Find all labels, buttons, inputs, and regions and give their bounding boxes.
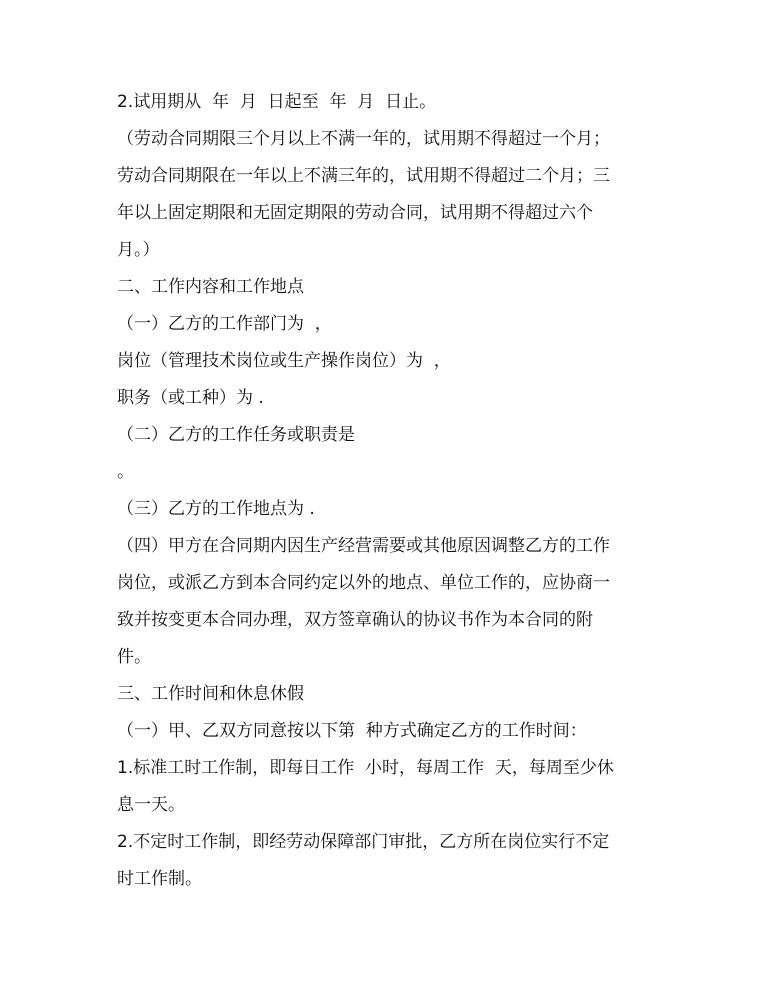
text-line: （三）乙方的工作地点为 .: [117, 499, 315, 519]
text-line: （二）乙方的工作任务或职责是: [117, 425, 355, 445]
section-heading: 三、工作时间和休息休假: [117, 684, 304, 704]
text-line: 致并按变更本合同办理，双方签章确认的协议书作为本合同的附: [117, 610, 593, 630]
text-line: 息一天。: [117, 795, 185, 815]
text-line: （四）甲方在合同期内因生产经营需要或其他原因调整乙方的工作: [117, 536, 610, 556]
text-line: 岗位（管理技术岗位或生产操作岗位）为 ，: [117, 351, 451, 371]
text-line: 职务（或工种）为 .: [117, 388, 264, 408]
text-line: 1.标准工时工作制，即每日工作 小时，每周工作 天，每周至少休: [117, 758, 614, 778]
text-line: 岗位，或派乙方到本合同约定以外的地点、单位工作的，应协商一: [117, 573, 610, 593]
text-line: 时工作制。: [117, 869, 202, 889]
text-line: 。: [117, 462, 134, 482]
text-line: 2.不定时工作制，即经劳动保障部门审批，乙方所在岗位实行不定: [117, 832, 610, 852]
text-line: （劳动合同期限三个月以上不满一年的，试用期不得超过一个月；: [117, 129, 610, 149]
text-line: 年以上固定期限和无固定期限的劳动合同，试用期不得超过六个: [117, 203, 593, 223]
text-line: 件。: [117, 647, 151, 667]
section-heading: 二、工作内容和工作地点: [117, 277, 304, 297]
text-line: 2.试用期从 年 月 日起至 年 月 日止。: [117, 92, 437, 112]
text-line: （一）乙方的工作部门为 ，: [117, 314, 332, 334]
text-line: （一）甲、乙双方同意按以下第 种方式确定乙方的工作时间：: [117, 721, 587, 741]
text-line: 劳动合同期限在一年以上不满三年的，试用期不得超过二个月；三: [117, 166, 610, 186]
text-line: 月。）: [117, 240, 160, 260]
